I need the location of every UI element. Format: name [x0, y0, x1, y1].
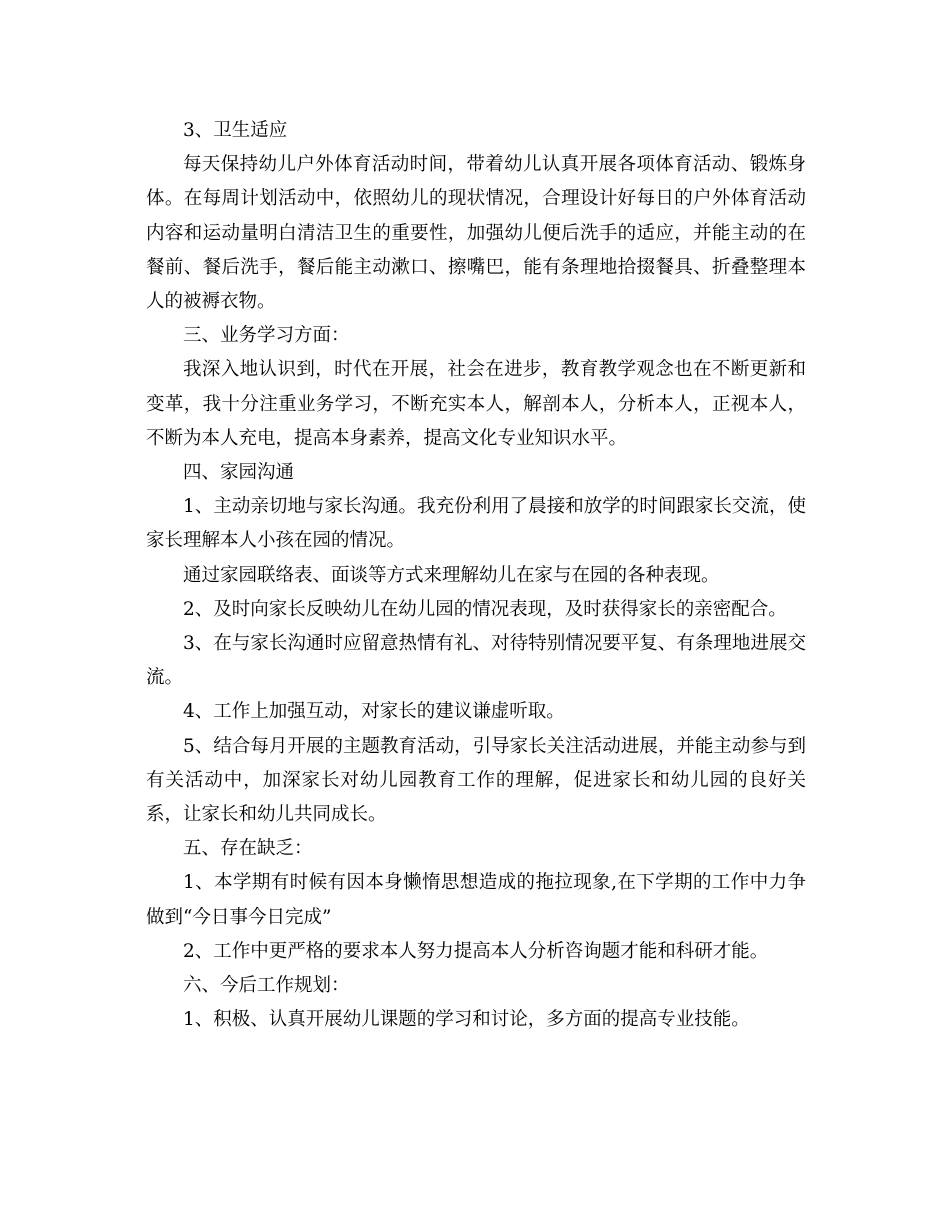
document-body [146, 114, 806, 1037]
heading-hygiene-habits: 3、卫生适应 [183, 120, 288, 141]
paragraph-communication-item-2: 2、及时向家长反映幼儿在幼儿园的情况表现，及时获得家长的亲密配合。 [183, 598, 787, 620]
paragraph-shortcoming-item-1: 1、本学期有时候有因本身懒惰思想造成的拖拉现象,在下学期的工作中力争做到“今日事今日完成” [146, 872, 806, 928]
paragraph-future-plan-item-1: 1、积极、认真开展幼儿课题的学习和讨论，多方面的提高专业技能。 [183, 1009, 750, 1031]
paragraph-communication-item-4: 4、工作上加强互动，对家长的建议谦虚听取。 [183, 701, 565, 723]
paragraph-shortcoming-item-2: 2、工作中更严格的要求本人努力提高本人分析咨询题才能和科研才能。 [183, 940, 769, 962]
paragraph-communication-item-1: 1、主动亲切地与家长沟通。我充份利用了晨接和放学的时间跟家长交流，使家长理解本人小孩在园的情况。 [146, 496, 806, 552]
heading-home-school-communication: 四、家园沟通 [183, 462, 295, 484]
heading-future-plan: 六、今后工作规划： [183, 975, 350, 997]
paragraph-communication-item-3: 3、在与家长沟通时应留意热情有礼、对待特别情况要平复、有条理地进展交流。 [146, 633, 806, 689]
paragraph-communication-item-5: 5、结合每月开展的主题教育活动，引导家长关注活动进展，并能主动参与到有关活动中，加深家长对幼儿园教育工作的理解，促进家长和幼儿园的良好关系，让家长和幼儿共同成长。 [146, 735, 806, 826]
heading-shortcomings: 五、存在缺乏： [183, 838, 313, 860]
paragraph-hygiene-habits: 每天保持幼儿户外体育活动时间，带着幼儿认真开展各项体育活动、锻炼身体。在每周计划活动中，依照幼儿的现状情况，合理设计好每日的户外体育活动内容和运动量明白清洁卫生的重要性，加强幼儿便后洗手的适应，并能主动的在餐前、餐后洗手，餐后能主动漱口、擦嘴巴，能有条理地拾掇餐具、折叠整理本人的被褥衣物。 [146, 154, 806, 313]
paragraph-communication-methods: 通过家园联络表、面谈等方式来理解幼儿在家与在园的各种表现。 [183, 564, 720, 586]
heading-professional-study: 三、业务学习方面： [183, 325, 350, 347]
paragraph-professional-study: 我深入地认识到，时代在开展，社会在进步，教育教学观念也在不断更新和变革，我十分注重业务学习，不断充实本人，解剖本人，分析本人，正视本人，不断为本人充电，提高本身素养，提高文化专业知识水平。 [146, 359, 806, 449]
